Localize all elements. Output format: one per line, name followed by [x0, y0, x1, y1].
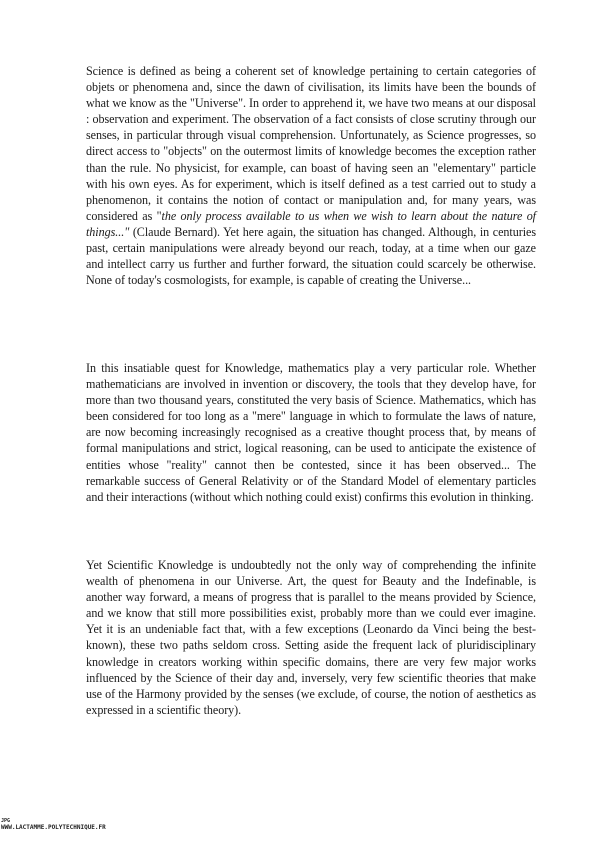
paragraph-mathematics: In this insatiable quest for Knowledge, mathematics play a very particular role. Whether mathematicians are involved in invention or discovery, the tools that they develop have, for more than two thousand years, constituted the very basis of Science. Mathematics, which has been considered for too long as a "mere" language in which to formulate the laws of nature, are now becoming increasingly recognised as a creative thought process that, by means of formal manipulations and strict, logical reasoning, can be used to anticipate the existence of entities whose "reality" cannot then be contested, since it has been observed... The remarkable success of General Relativity or of the Standard Model of elementary particles and their interactions (without which nothing could exist) confirms this evolution in thinking.	[86, 361, 536, 504]
source-url: WWW.LACTAMME.POLYTECHNIQUE.FR	[1, 824, 106, 831]
claude-bernard-quote: the only process available to us when we wish to learn about the nature of things..."	[86, 208, 536, 239]
paragraph-science-definition	[86, 63, 536, 288]
paragraph-art-and-science: Yet Scientific Knowledge is undoubtedly not the only way of comprehending the infinite wealth of phenomena in our Universe. Art, the quest for Beauty and the Indefinable, is another way forward, a means of progress that is parallel to the means provided by Science, and we know that still more possibilities exist, probably more than we could ever imagine. Yet it is an undeniable fact that, with a few exceptions (Leonardo da Vinci being the best-known), these two paths seldom cross. Setting aside the frequent lack of pluridisciplinary knowledge in creators working within specific domains, there are very few major works influenced by the Science of their day and, inversely, very few scientific theories that make use of the Harmony provided by the senses (we exclude, of course, the notion of aesthetics as expressed in a scientific theory).	[86, 558, 536, 717]
source-watermark	[1, 818, 106, 831]
paragraph-text: (Claude Bernard). Yet here again, the situation has changed. Although, in centuries past, certain manipulations were already beyond our reach, today, at a time when our gaze and intellect carry us further and further forward, the situation could scarcely be otherwise. None of today's cosmologists, for example, is capable of creating the Universe...	[86, 224, 536, 288]
paragraph-text: Science is defined as being a coherent set of knowledge pertaining to certain categories of objets or phenomena and, since the dawn of civilisation, its limits have been the bounds of what we know as the "Universe". In order to apprehend it, we have two means at our disposal : observation and experiment. The observation of a fact consists of close scrutiny through our senses, in particular through visual comprehension. Unfortunately, as Science progresses, so direct access to "objects" on the outermost limits of knowledge becomes the exception rather than the rule. No physicist, for example, can boast of having seen an "elementary" particle with his own eyes. As for experiment, which is itself defined as a test carried out to study a phenomenon, it contains the notion of contact or manipulation and, for many years, was considered as "	[86, 64, 536, 223]
source-logo: JPG	[1, 818, 11, 824]
